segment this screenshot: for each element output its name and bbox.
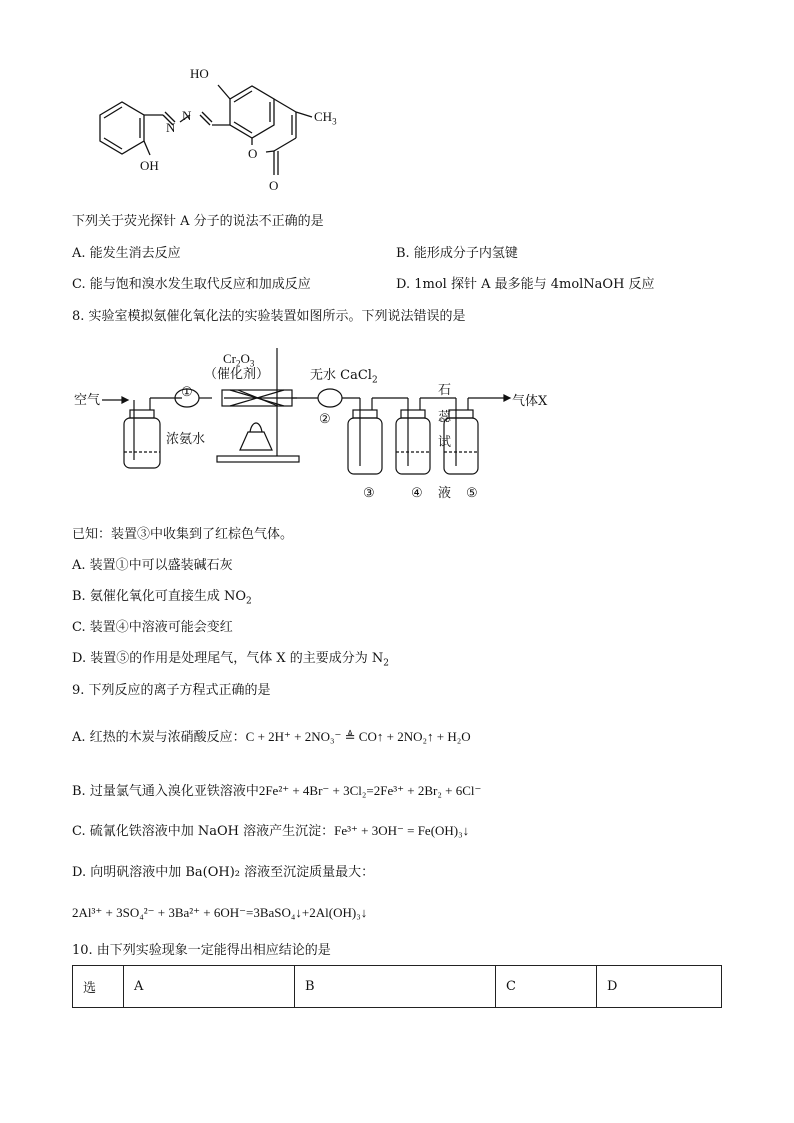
- table-header-c: C: [496, 966, 597, 1008]
- q9-b-equation: 2Fe²⁺ + 4Br⁻ + 3Cl₂=2Fe³⁺ + 2Br₂ + 6Cl⁻: [258, 783, 482, 798]
- q9-c-equation: Fe³⁺ + 3OH⁻ = Fe(OH)₃↓: [334, 823, 470, 838]
- molecule-structure: [70, 55, 370, 205]
- label-air: 空气: [74, 393, 101, 408]
- structure-oh-left: OH: [140, 158, 159, 173]
- structure-oh-top: HO: [190, 66, 209, 81]
- q9-option-c[interactable]: C. 硫氰化铁溶液中加 NaOH 溶液产生沉淀：Fe³⁺ + 3OH⁻ = Fe(OH)₃↓: [72, 823, 470, 839]
- q8-option-b[interactable]: B. 氨催化氧化可直接生成 $NO_2$: [72, 589, 252, 607]
- q9-option-b[interactable]: B. 过量氯气通入溴化亚铁溶液中2Fe²⁺ + 4Br⁻ + 3Cl₂=2Fe³⁺ + 2Br₂ + 6Cl⁻: [72, 783, 482, 799]
- q7-stem: 下列关于荧光探针 A 分子的说法不正确的是: [72, 214, 324, 229]
- structure-n1: N: [166, 120, 176, 135]
- q9-option-d[interactable]: D. 向明矾溶液中加 Ba(OH)₂ 溶液至沉淀质量最大：: [72, 865, 375, 880]
- structure-carbonyl-o: O: [269, 178, 279, 193]
- table-header-d: D: [597, 966, 722, 1008]
- q10-stem: 10. 由下列实验现象一定能得出相应结论的是: [72, 943, 331, 958]
- q7-option-c[interactable]: C. 能与饱和溴水发生取代反应和加成反应: [72, 277, 311, 292]
- label-m3: ③: [363, 486, 375, 501]
- label-m2: ②: [319, 412, 331, 427]
- q7-option-d[interactable]: D. 1mol 探针 A 最多能与 4molNaOH 反应: [396, 277, 655, 292]
- label-litmus-3: 试: [438, 435, 452, 450]
- q8-stem: 8. 实验室模拟氨催化氧化法的实验装置如图所示。下列说法错误的是: [72, 309, 466, 324]
- label-litmus-4: 液: [438, 486, 452, 501]
- label-ammonia: 浓氨水: [166, 432, 206, 447]
- table-row: [73, 966, 722, 1008]
- q8-option-a[interactable]: A. 装置①中可以盛装碱石灰: [72, 558, 233, 573]
- label-cacl2: 无水 CaCl$_2$: [310, 368, 378, 386]
- label-cr2o3: $Cr_2O_3$: [223, 351, 255, 369]
- table-header-select: 选: [73, 966, 124, 1008]
- q8-option-c[interactable]: C. 装置④中溶液可能会变红: [72, 620, 233, 635]
- structure-n2: N: [182, 108, 192, 123]
- q9-d-equation: 2Al³⁺ + 3SO₄²⁻ + 3Ba²⁺ + 6OH⁻=3BaSO₄↓+2Al(OH)₃↓: [72, 905, 368, 920]
- apparatus-diagram: [72, 340, 542, 510]
- label-m4: ④: [411, 486, 423, 501]
- q7-option-b[interactable]: B. 能形成分子内氢键: [396, 246, 518, 261]
- label-catalyst: （催化剂）: [204, 367, 270, 382]
- q7-option-a[interactable]: A. 能发生消去反应: [72, 246, 181, 261]
- q8-option-d[interactable]: D. 装置⑤的作用是处理尾气，气体 X 的主要成分为 $N_2$: [72, 651, 389, 669]
- q10-table: [72, 965, 722, 1008]
- label-litmus-2: 蕊: [438, 410, 452, 425]
- label-m5: ⑤: [466, 486, 478, 501]
- structure-ring-o: O: [248, 146, 258, 161]
- label-litmus-1: 石: [438, 383, 452, 398]
- table-header-b: B: [295, 966, 496, 1008]
- q8-known: 已知：装置③中收集到了红棕色气体。: [72, 527, 294, 542]
- label-m1: ①: [181, 385, 193, 400]
- q9-option-a[interactable]: A. 红热的木炭与浓硝酸反应：C + 2H⁺ + 2NO₃⁻ ≜ CO↑ + 2NO₂↑ + H₂O: [72, 729, 471, 745]
- q9-a-equation: C + 2H⁺ + 2NO₃⁻ ≜ CO↑ + 2NO₂↑ + H₂O: [245, 729, 471, 744]
- q9-stem: 9. 下列反应的离子方程式正确的是: [72, 683, 271, 698]
- table-header-a: A: [124, 966, 295, 1008]
- structure-ch3: $CH_3$: [314, 109, 337, 127]
- label-gas-x: 气体X: [512, 394, 548, 409]
